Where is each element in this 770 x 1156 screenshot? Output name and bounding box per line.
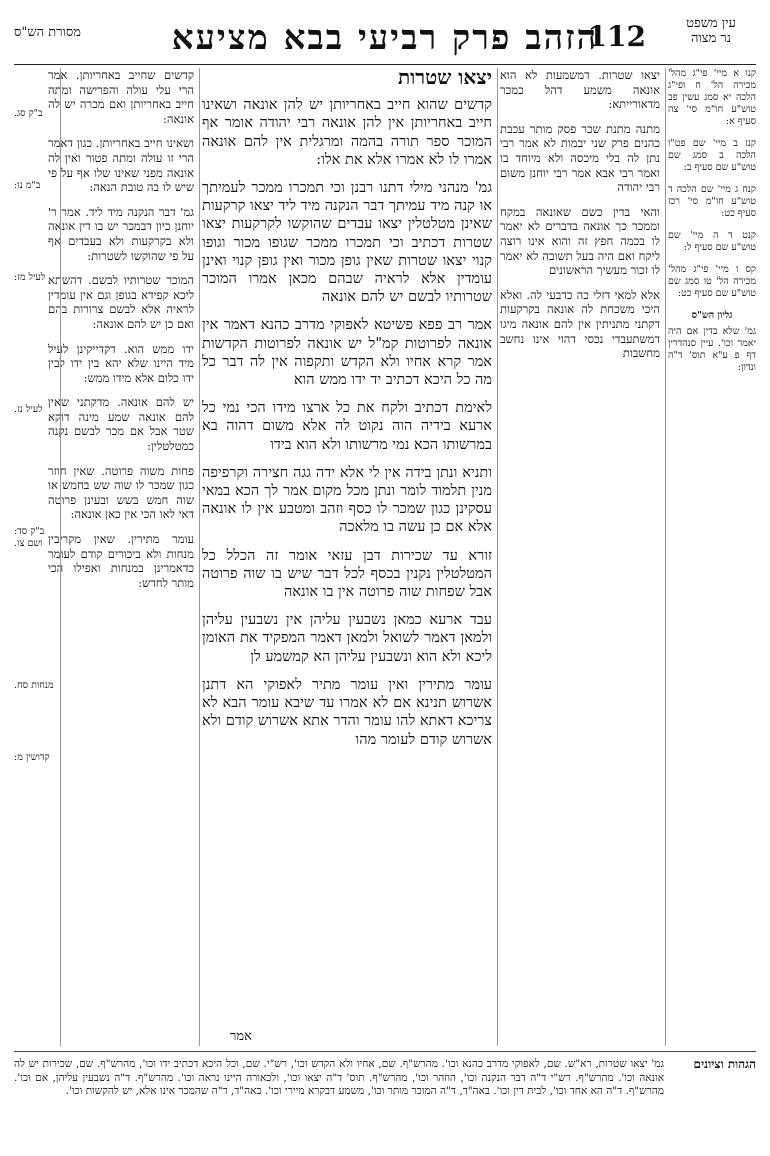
gemara-text: עומר מתירין ואין עומר מתיר לאפוקי הא דתנן אשרוש תנינא אם לא אמרו עד שיבא עומר הבא לא צריכא דאתא להו עומר והדר אתא אשרוש קודם ולא אשרוש קודם לעומר מהו (202, 676, 492, 748)
page-number: 112 (587, 20, 646, 53)
ein-mishpat-entry: קנז ב מיי' שם פט"ו הלכה ב סמג שם טוש"ע שם סעיף ב: (668, 138, 756, 173)
tosafot-comment: עומר מתירין. שאין מקריבין מנחות ולא ביכורים קודם לעומר כדאמרינן במנחות ואפילו הכי מותר לחדש: (48, 532, 194, 590)
column-divider (497, 68, 498, 1046)
masoret-ref: ב"מ נו: (14, 180, 41, 191)
rashi-column (500, 68, 660, 1046)
rashi-comment: והאי בדין כשם שאונאה במקח וממכר כך אונאה בדברים לא יאמר לו בכמה חפץ זה והוא אינו רוצה ליקח ואם היה בעל תשובה לא יאמר לו זכור מעשיך הראשונים (500, 204, 660, 278)
notes-section (14, 1051, 756, 1144)
ein-mishpat-entry: קס ו מיי' פי"ג מהל' מכירה הל' טו סמג שם טוש"ע שם סעיף כט: (668, 264, 756, 299)
ein-mishpat-entry: קנט ד ה מיי' שם טוש"ע שם סעיף ל: (668, 230, 756, 253)
column-divider (199, 68, 200, 1046)
gemara-column (202, 68, 492, 1046)
masoret-ref: קדושין מ: (14, 752, 50, 763)
ein-mishpat-column (668, 68, 756, 1046)
tosafot-comment: ידו ממש הוא. דקדייקינן לעיל מיד היינו שלא יהא בין ידו לבין ידו כלום אלא מידו ממש: (48, 341, 194, 385)
page-title: הזהב פרק רביעי בבא מציעא (171, 18, 599, 58)
tosafot-comment: יש להם אונאה. מדקתני שאין להם אונאה שמע מינה דוקא שטר אבל אם מכר לבשם נקנה כמטלטלין: (48, 395, 194, 454)
ein-mishpat-entry: קנח ג מיי' שם הלכה ד טוש"ע חו"מ סי' רכז סעיף כט: (668, 184, 756, 219)
tosafot-comment: קדשים שחייב באחריותן. אמר הרי עלי עולה והפרישה ומתה חייב באחריותן ואם מכרה יש לה אונאה: (48, 68, 194, 126)
masoret-ref: מנחות סח. (14, 680, 54, 691)
masoret-ref: לעיל מז: (14, 272, 46, 283)
rashi-comment: אלא למאי דזלי כה כדבעי לה. ואלא היכי משכחת לה אונאה בקרקעות דקתני מתניתין אין להם אונאה מיגו דמשתעבדי נכסי דהוי אינו נחשב מחשבות (500, 287, 660, 361)
tosafot-comment: פחות משוה פרוטה. שאין חוזר כגון שמכר לו שוה שש בחמש או שוה חמש בשש ובעינן פרוטה דאי לאו הכי אין כאן אונאה: (48, 463, 194, 522)
page-columns (14, 68, 756, 1046)
rashi-comment: מתנה מתנת שכר פסק מותר עכבת כהנים פרק שני יבמות לא אמר רבי נתן לה בלי מיכסה ולא מיוחד בו ואמר רבי אבא אמר רבי יוחנן משום רבי יהודה (500, 121, 660, 195)
tosafot-comment: גמ' דבר הנקנה מיד ליד. אמר ר' יוחנן כיון דבמכר יש בו דין אונאה ולא בקרקעות ולא בעבדים אף על פי שהוקשו לשטרות: (48, 204, 194, 263)
masoret-ref: ב"ק סד: ושם צו. (14, 526, 45, 549)
notes-title: הגהות וציונים (693, 1057, 756, 1071)
masoret-header: מסורת הש"ס (14, 25, 81, 40)
catchword: אמר (230, 1029, 252, 1044)
ein-mishpat-header: עין משפט נר מצוה (686, 16, 736, 46)
gemara-text: עבד ארעא כמאן נשבעין עליהן אין נשבעין עליהן ולמאן דאמר לשואל ולמאן דאמר המפקיד את האומן ליכא ולא הוא ונשבעין עליהן הא קמשמע לן (202, 612, 492, 665)
gemara-text: זורא עד שכירות דבן עזאי אומר זה הכלל כל המטלטלין נקנין בכסף לכל דבר שיש בו שוה פרוטה אבל שפחות שוה פרוטה אין בו אונאה (202, 547, 492, 601)
gilyon-title: גליון הש"ס (691, 310, 733, 321)
masoret-ref: לעיל נז. (14, 404, 43, 415)
masoret-column (14, 68, 58, 1046)
ein-mishpat-entry: קנו א מיי' פי"ג מהל' מכירה הל' ח ופי"ג הלכה יא סמג עשין פב טוש"ע חו"מ סי' צה סעיף א: (668, 68, 756, 127)
gilyon-text: גמ' שלא בדין אם היה יאמר וכו'. עיין סנהדרין דף פ ע"א תוס' ד"ה ונדון: (668, 326, 756, 373)
notes-text: גמ' יצאו שטרות, רא"ש. שם, לאפוקי מדרב כהנא וכו'. מהרש"ף. שם, אחיו ולא הקדש וכו', רש"י. שם, וכל היכא דכתיב ידו וכו', מהרש"ף. שם, שכירות יש לה אונאה וכו'. מהרש"ף. רש"י ד"ה דבר הנקנה וכו', הוזהר וכו', מהרש"ף. תוס' ד"ה יצאו וכו', ולכאורה היינו נראה וכו'. מהרש"ף. ד"ה נשבעין עליהן, אם וכו'. מהרש"ף. ד"ה הא אחד וכו', לבית דין וכו'. באה"ד, ד"ה המוכר מותר וכו', משמע דבקרא מיירי וכו'. באה"ד, ד"ה שהמכר אינו אלא, יש להקשות וכו'. (14, 1058, 664, 1097)
column-divider (665, 68, 666, 1046)
tosafot-comment: ושאינו חייב באחריותן. כגון דאמר הרי זו עולה ומתה פטור ואין לה אונאה מפני שאינו שלו אף על פי שיש לו בה טובת הנאה: (48, 136, 194, 195)
tosafot-comment: המוכר שטרותיו לבשם. דהשתא ליכא קפידא בגופן וגם אין עומדין לראיה אלא לבשם צרורות בהם ואם כן יש להם אונאה: (48, 273, 194, 331)
gemara-opening: יצאו שטרות (397, 68, 492, 89)
masoret-ref: ב"ק סג. (14, 108, 43, 119)
tosafot-column (48, 68, 194, 1046)
gemara-text: לאימת דכתיב ולקח את כל ארצו מידו הכי נמי כל ארעא בידיה הוה נקוט לה אלא משום דהוה בא במרשותו הכא נמי מרשותו ולא הוא בידו (202, 400, 492, 453)
gemara-text: גמ' מנהני מילי דתנו רבנן וכי תמכרו ממכר לעמיתך או קנה מיד עמיתך דבר הנקנה מיד ליד יצאו קרקעות שאינן מטלטלין יצאו עבדים שהוקשו לקרקעות יצאו שטרות דכתיב וכי תמכרו ממכר שגופו מכור וגופו קנוי יצאו שטרות שאין גופן מכור ואין גופן קנוי ואינן עומדין אלא לראיה שבהם מכאן אמרו המוכר שטרותיו לבשם יש להם אונאה (202, 180, 492, 306)
column-divider (60, 68, 61, 1046)
page-header (14, 12, 756, 65)
gemara-text: ותניא ונתן בידה אין לי אלא ידה גגה חצירה וקרפיפה מנין תלמוד לומר ונתן מכל מקום אמר לך הכא במאי עסקינן כגון שמכר לו כסף וזהב ומטבע אין לו אונאה אלא אם כן עשה בו מלאכה (202, 464, 492, 536)
gemara-text: אמר רב פפא פשיטא לאפוקי מדרב כהנא דאמר אין אונאה לפרוטות קמ"ל יש אונאה לפרוטות הקדשות אמר קרא אחיו ולא הקדש ותקפוה אין לה דבר כל מה כל היכא דכתיב יד ידו ממש הוא (202, 317, 492, 389)
mishna-text: קדשים שהוא חייב באחריותן יש להן אונאה ושאינו חייב באחריותן אין להן אונאה רבי יהודה אומר אף המוכר ספר תורה בהמה ומרגלית אין להם אונאה אמרו לו לא אמרו אלא את אלו: (202, 97, 492, 168)
rashi-comment: יצאו שטרות. דמשמעות לא הוא אונאה משמע דהל כמכר מדאורייתא: (500, 68, 660, 112)
